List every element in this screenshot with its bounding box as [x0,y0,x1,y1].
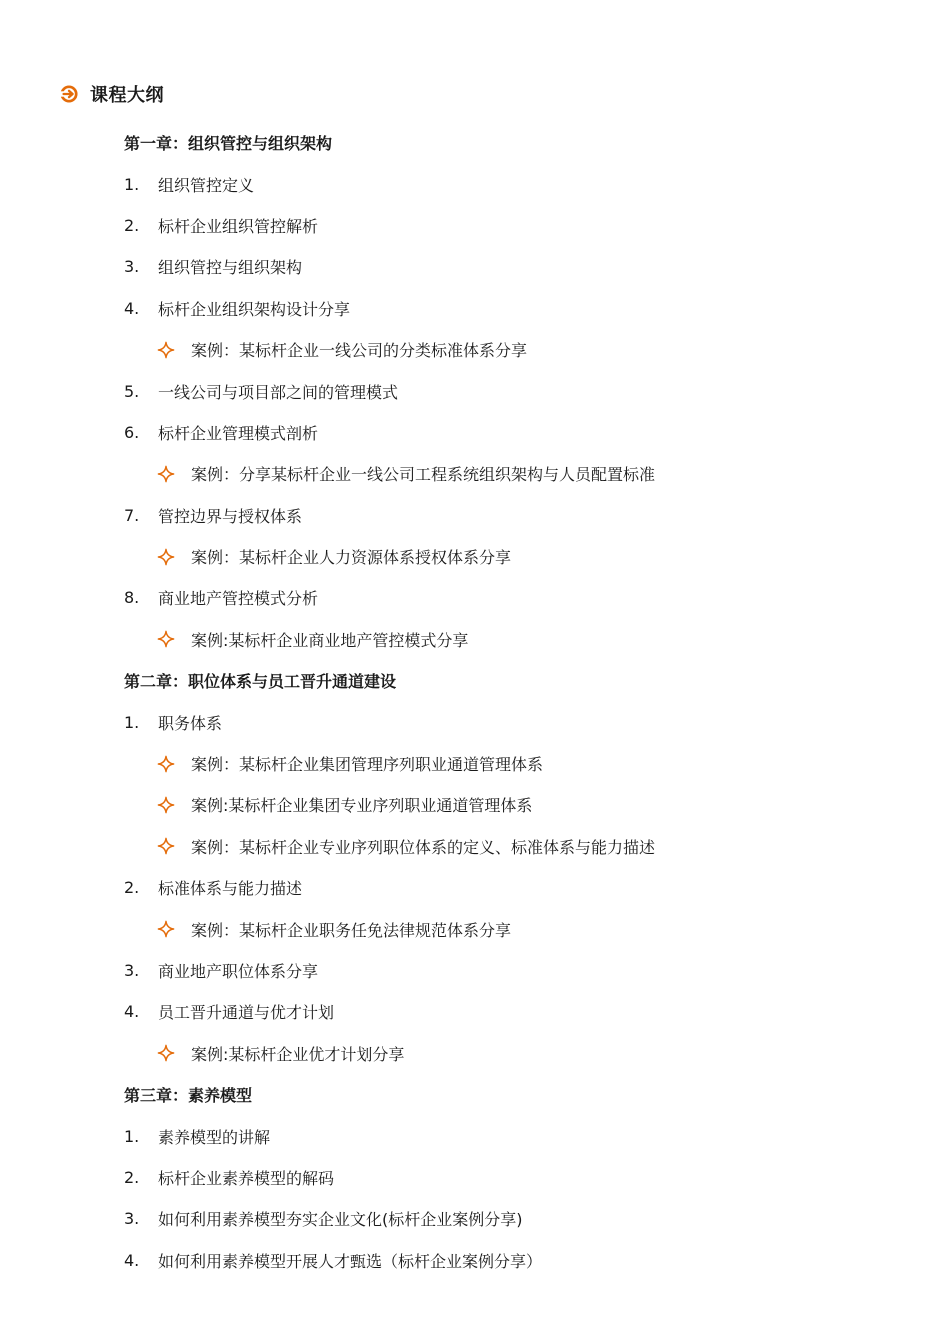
chapter-heading [0,1074,950,1115]
item-text: 标杆企业组织架构设计分享 [158,299,351,319]
course-outline [0,122,950,1281]
list-item [0,1198,950,1239]
four-point-star-icon [157,630,175,648]
case-item [0,453,950,494]
four-point-star-icon [157,755,175,773]
item-number: 4. [124,1250,140,1270]
item-text: 员工晋升通道与优才计划 [158,1003,335,1023]
list-item [0,577,950,618]
item-number: 2. [124,1167,140,1187]
list-item [0,1240,950,1281]
case-item [0,536,950,577]
item-text: 标准体系与能力描述 [158,879,303,899]
item-text: 组织管控与组织架构 [158,258,303,278]
item-number: 3. [124,257,140,277]
item-text: 职务体系 [158,713,223,733]
four-point-star-icon [157,920,175,938]
item-text: 管控边界与授权体系 [158,506,303,526]
four-point-star-icon [157,548,175,566]
four-point-star-icon [157,465,175,483]
case-text: 案例：某标杆企业职务任免法律规范体系分享 [191,920,512,940]
list-item [0,288,950,329]
item-text: 素养模型的讲解 [158,1127,271,1147]
case-text: 案例:某标杆企业优才计划分享 [191,1044,405,1064]
item-number: 7. [124,505,140,525]
list-item [0,950,950,991]
case-item [0,1033,950,1074]
four-point-star-icon [157,341,175,359]
list-item [0,163,950,204]
case-item [0,619,950,660]
case-item [0,784,950,825]
item-number: 4. [124,298,140,318]
item-number: 3. [124,1209,140,1229]
item-number: 3. [124,961,140,980]
case-text: 案例:某标杆企业商业地产管控模式分享 [191,630,469,650]
chapter-heading [0,122,950,163]
item-number: 1. [124,1126,140,1146]
chapter-heading [0,660,950,701]
item-text: 标杆企业组织管控解析 [158,216,319,236]
list-item [0,1115,950,1156]
item-number: 1. [124,712,140,732]
list-item [0,867,950,908]
chapter-title: 第三章：素养模型 [124,1086,253,1106]
item-text: 商业地产管控模式分析 [158,589,319,609]
item-text: 组织管控定义 [158,175,255,195]
list-item [0,412,950,453]
case-item [0,826,950,867]
item-text: 商业地产职位体系分享 [158,962,319,981]
item-text: 标杆企业素养模型的解码 [158,1168,335,1188]
case-text: 案例：某标杆企业一线公司的分类标准体系分享 [191,341,528,361]
item-text: 如何利用素养模型开展人才甄选（标杆企业案例分享） [158,1251,543,1271]
list-item [0,370,950,411]
item-number: 2. [124,215,140,235]
case-item [0,329,950,370]
case-text: 案例：某标杆企业人力资源体系授权体系分享 [191,548,512,568]
arrow-circle-icon [60,85,78,103]
four-point-star-icon [157,837,175,855]
section-header [60,80,164,108]
four-point-star-icon [157,1044,175,1062]
item-number: 4. [124,1002,140,1022]
list-item [0,495,950,536]
list-item [0,1157,950,1198]
case-item [0,908,950,949]
item-number: 2. [124,878,140,898]
item-number: 1. [124,174,140,194]
item-number: 5. [124,381,140,401]
case-text: 案例：某标杆企业专业序列职位体系的定义、标准体系与能力描述 [191,837,656,857]
item-text: 如何利用素养模型夯实企业文化(标杆企业案例分享) [158,1210,523,1230]
list-item [0,701,950,742]
case-text: 案例：分享某标杆企业一线公司工程系统组织架构与人员配置标准 [191,465,656,485]
list-item [0,991,950,1032]
item-text: 标杆企业管理模式剖析 [158,423,319,443]
case-item [0,743,950,784]
section-title: 课程大纲 [90,85,164,106]
item-number: 8. [124,588,140,608]
case-text: 案例：某标杆企业集团管理序列职业通道管理体系 [191,755,544,775]
item-text: 一线公司与项目部之间的管理模式 [158,382,399,402]
list-item [0,246,950,287]
chapter-title: 第二章：职位体系与员工晋升通道建设 [124,672,397,692]
chapter-title: 第一章：组织管控与组织架构 [124,134,333,154]
four-point-star-icon [157,796,175,814]
list-item [0,205,950,246]
item-number: 6. [124,422,140,442]
case-text: 案例:某标杆企业集团专业序列职业通道管理体系 [191,796,533,816]
